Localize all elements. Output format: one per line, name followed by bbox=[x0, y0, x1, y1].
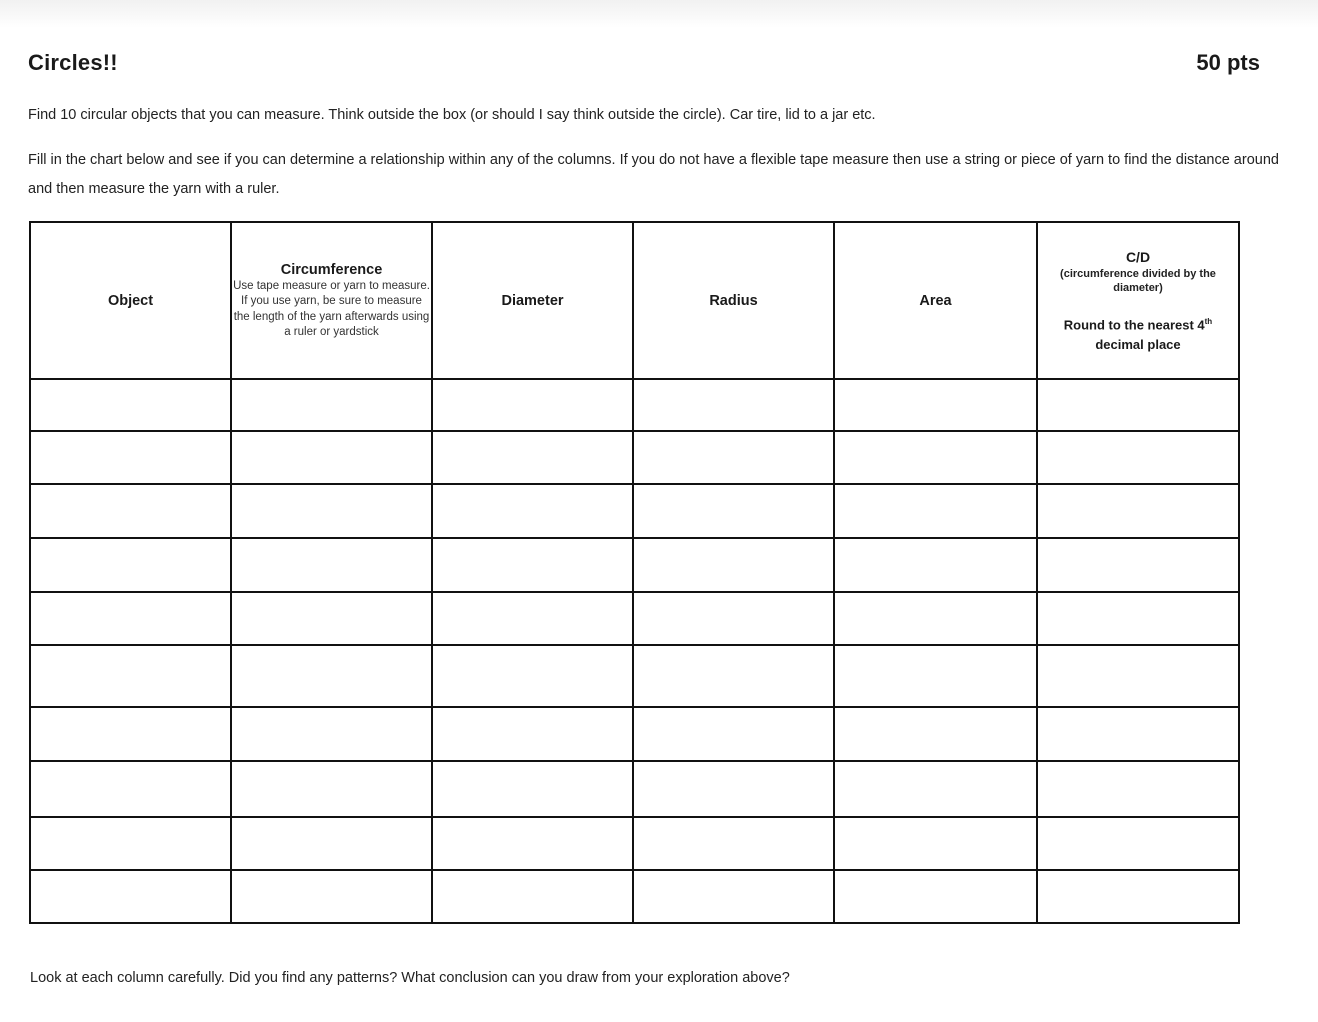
cd-description: (circumference divided by the diameter) bbox=[1060, 268, 1216, 295]
cell-object[interactable] bbox=[30, 484, 231, 538]
header-row bbox=[30, 222, 1239, 379]
cell-object[interactable] bbox=[30, 870, 231, 923]
table-row bbox=[30, 645, 1239, 707]
column-header-area: Area bbox=[834, 222, 1037, 379]
cell-circumference[interactable] bbox=[231, 592, 432, 645]
cell-radius[interactable] bbox=[633, 379, 834, 431]
column-header-radius: Radius bbox=[633, 222, 834, 379]
cell-radius[interactable] bbox=[633, 431, 834, 484]
table-row bbox=[30, 431, 1239, 484]
cd-rounding-note: Round to the nearest 4th decimal place bbox=[1063, 317, 1213, 352]
cell-circumference[interactable] bbox=[231, 379, 432, 431]
cell-radius[interactable] bbox=[633, 761, 834, 817]
cell-radius[interactable] bbox=[633, 870, 834, 923]
cell-object[interactable] bbox=[30, 817, 231, 870]
cell-diameter[interactable] bbox=[432, 870, 633, 923]
table-row bbox=[30, 870, 1239, 923]
cell-c-over-d[interactable] bbox=[1037, 484, 1239, 538]
cell-radius[interactable] bbox=[633, 484, 834, 538]
cell-circumference[interactable] bbox=[231, 707, 432, 761]
cell-area[interactable] bbox=[834, 645, 1037, 707]
cell-diameter[interactable] bbox=[432, 761, 633, 817]
table-row bbox=[30, 379, 1239, 431]
cell-object[interactable] bbox=[30, 707, 231, 761]
cell-area[interactable] bbox=[834, 817, 1037, 870]
cell-c-over-d[interactable] bbox=[1037, 645, 1239, 707]
cell-circumference[interactable] bbox=[231, 870, 432, 923]
reflection-question: Look at each column carefully. Did you find any patterns? What conclusion can you draw from your exploration above? bbox=[30, 970, 790, 986]
instruction-paragraph-1: Find 10 circular objects that you can measure. Think outside the box (or should I say think outside the circle). Car tire, lid to a jar etc. bbox=[28, 107, 876, 123]
table-row bbox=[30, 592, 1239, 645]
cell-area[interactable] bbox=[834, 431, 1037, 484]
cell-diameter[interactable] bbox=[432, 592, 633, 645]
page-top-shadow bbox=[0, 0, 1318, 28]
measurement-chart bbox=[29, 221, 1240, 924]
cell-object[interactable] bbox=[30, 645, 231, 707]
circumference-title: Circumference bbox=[280, 261, 383, 278]
cell-c-over-d[interactable] bbox=[1037, 707, 1239, 761]
cell-circumference[interactable] bbox=[231, 817, 432, 870]
cell-object[interactable] bbox=[30, 592, 231, 645]
points-label: 50 pts bbox=[1196, 50, 1260, 75]
cell-circumference[interactable] bbox=[231, 645, 432, 707]
cell-radius[interactable] bbox=[633, 817, 834, 870]
cell-area[interactable] bbox=[834, 592, 1037, 645]
cell-object[interactable] bbox=[30, 761, 231, 817]
cell-circumference[interactable] bbox=[231, 431, 432, 484]
page-title: Circles!! bbox=[28, 50, 118, 75]
instruction-paragraph-2: Fill in the chart below and see if you can determine a relationship within any of the columns. If you do not have a flexible tape measure then use a string or piece of yarn to find the distance around and then measure the yarn with a ruler. bbox=[28, 152, 1279, 197]
table-row bbox=[30, 817, 1239, 870]
table-row bbox=[30, 707, 1239, 761]
cell-object[interactable] bbox=[30, 379, 231, 431]
cell-c-over-d[interactable] bbox=[1037, 538, 1239, 592]
cell-radius[interactable] bbox=[633, 538, 834, 592]
cell-object[interactable] bbox=[30, 538, 231, 592]
cell-diameter[interactable] bbox=[432, 817, 633, 870]
cell-c-over-d[interactable] bbox=[1037, 592, 1239, 645]
cell-area[interactable] bbox=[834, 870, 1037, 923]
cell-c-over-d[interactable] bbox=[1037, 431, 1239, 484]
cell-diameter[interactable] bbox=[432, 484, 633, 538]
column-header-c-over-d bbox=[1037, 222, 1239, 379]
cell-object[interactable] bbox=[30, 431, 231, 484]
table-row bbox=[30, 761, 1239, 817]
cell-radius[interactable] bbox=[633, 645, 834, 707]
circumference-instructions: Use tape measure or yarn to measure. If you use yarn, be sure to measure the length of the yarn afterwards using a ruler or yardstick bbox=[233, 279, 430, 338]
cell-diameter[interactable] bbox=[432, 431, 633, 484]
cell-radius[interactable] bbox=[633, 592, 834, 645]
cell-area[interactable] bbox=[834, 707, 1037, 761]
cell-circumference[interactable] bbox=[231, 484, 432, 538]
cell-diameter[interactable] bbox=[432, 379, 633, 431]
column-header-circumference bbox=[231, 222, 432, 379]
column-header-diameter: Diameter bbox=[432, 222, 633, 379]
cell-c-over-d[interactable] bbox=[1037, 379, 1239, 431]
cell-c-over-d[interactable] bbox=[1037, 817, 1239, 870]
cell-c-over-d[interactable] bbox=[1037, 870, 1239, 923]
table-row bbox=[30, 538, 1239, 592]
cell-circumference[interactable] bbox=[231, 761, 432, 817]
cell-c-over-d[interactable] bbox=[1037, 761, 1239, 817]
cell-diameter[interactable] bbox=[432, 538, 633, 592]
table-row bbox=[30, 484, 1239, 538]
cell-radius[interactable] bbox=[633, 707, 834, 761]
cell-area[interactable] bbox=[834, 379, 1037, 431]
cell-diameter[interactable] bbox=[432, 707, 633, 761]
cell-diameter[interactable] bbox=[432, 645, 633, 707]
cell-area[interactable] bbox=[834, 484, 1037, 538]
cell-area[interactable] bbox=[834, 538, 1037, 592]
column-header-object: Object bbox=[30, 222, 231, 379]
cd-title: C/D bbox=[1125, 249, 1151, 266]
cell-circumference[interactable] bbox=[231, 538, 432, 592]
cell-area[interactable] bbox=[834, 761, 1037, 817]
